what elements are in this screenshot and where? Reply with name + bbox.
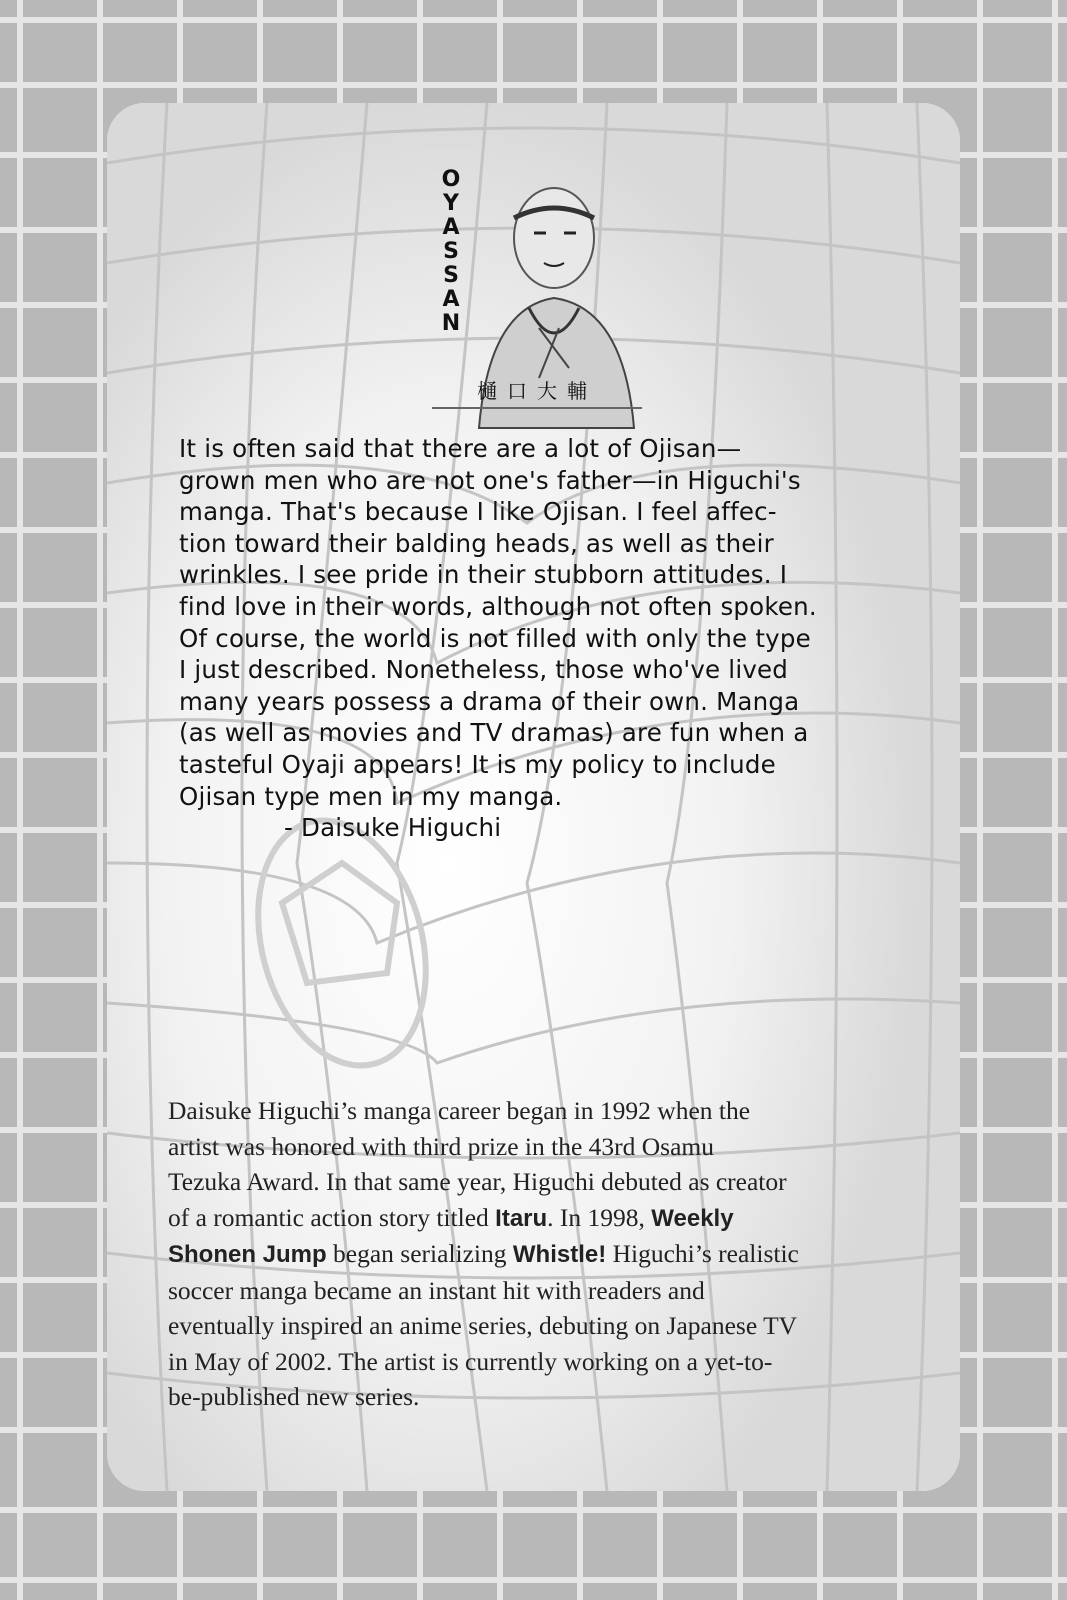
name-divider <box>432 407 642 409</box>
author-quote <box>179 433 899 844</box>
title-weekly: Weekly <box>651 1204 734 1232</box>
bio-line <box>168 1236 908 1273</box>
bio-line: Tezuka Award. In that same year, Higuchi debuted as creator <box>168 1167 787 1196</box>
bio-line: soccer manga became an instant hit with readers and <box>168 1275 705 1305</box>
bio-text: Higuchi’s realistic <box>606 1239 799 1268</box>
bio-text: . In 1998, <box>547 1202 652 1232</box>
quote-line: grown men who are not one's father—in Higuchi's <box>179 465 801 495</box>
title-itaru: Itaru <box>495 1204 548 1232</box>
quote-line: Ojisan type men in my manga. <box>179 781 563 811</box>
quote-line: find love in their words, although not often spoken. <box>179 591 817 621</box>
bio-line: artist was honored with third prize in the 43rd Osamu <box>168 1131 715 1161</box>
quote-line: tasteful Oyaji appears! It is my policy to include <box>179 749 776 779</box>
quote-line: tion toward their balding heads, as well as their <box>179 528 774 558</box>
quote-line: I just described. Nonetheless, those who've lived <box>179 655 789 685</box>
author-portrait-illustration <box>439 158 639 478</box>
bio-card <box>107 103 960 1491</box>
quote-line: manga. That's because I like Ojisan. I feel affec- <box>179 497 777 527</box>
bio-text: of a romantic action story titled <box>168 1202 496 1232</box>
bio-line: Daisuke Higuchi’s manga career began in 1992 when the <box>168 1096 751 1125</box>
bio-line <box>168 1200 908 1237</box>
quote-line: It is often said that there are a lot of Ojisan— <box>179 434 742 463</box>
quote-line: (as well as movies and TV dramas) are fun when a <box>179 718 809 748</box>
vertical-label-text: OYASSAN <box>441 167 461 336</box>
quote-line: wrinkles. I see pride in their stubborn attitudes. I <box>179 560 788 590</box>
portrait-vertical-label <box>440 168 462 336</box>
bio-line: be-published new series. <box>168 1382 420 1411</box>
quote-line: many years possess a drama of their own. Manga <box>179 686 800 716</box>
bio-line: eventually inspired an anime series, debuting on Japanese TV <box>168 1311 798 1340</box>
bio-line: in May of 2002. The artist is currently working on a yet-to- <box>168 1346 773 1376</box>
title-shonen-jump: Shonen Jump <box>168 1241 327 1268</box>
bio-text: began serializing <box>326 1239 513 1268</box>
title-whistle: Whistle! <box>512 1241 607 1268</box>
author-name-kanji: 樋口大輔 <box>477 379 597 403</box>
quote-line: Of course, the world is not filled with only the type <box>179 623 811 653</box>
author-biography <box>168 1093 908 1415</box>
quote-signature: - Daisuke Higuchi <box>284 813 502 843</box>
